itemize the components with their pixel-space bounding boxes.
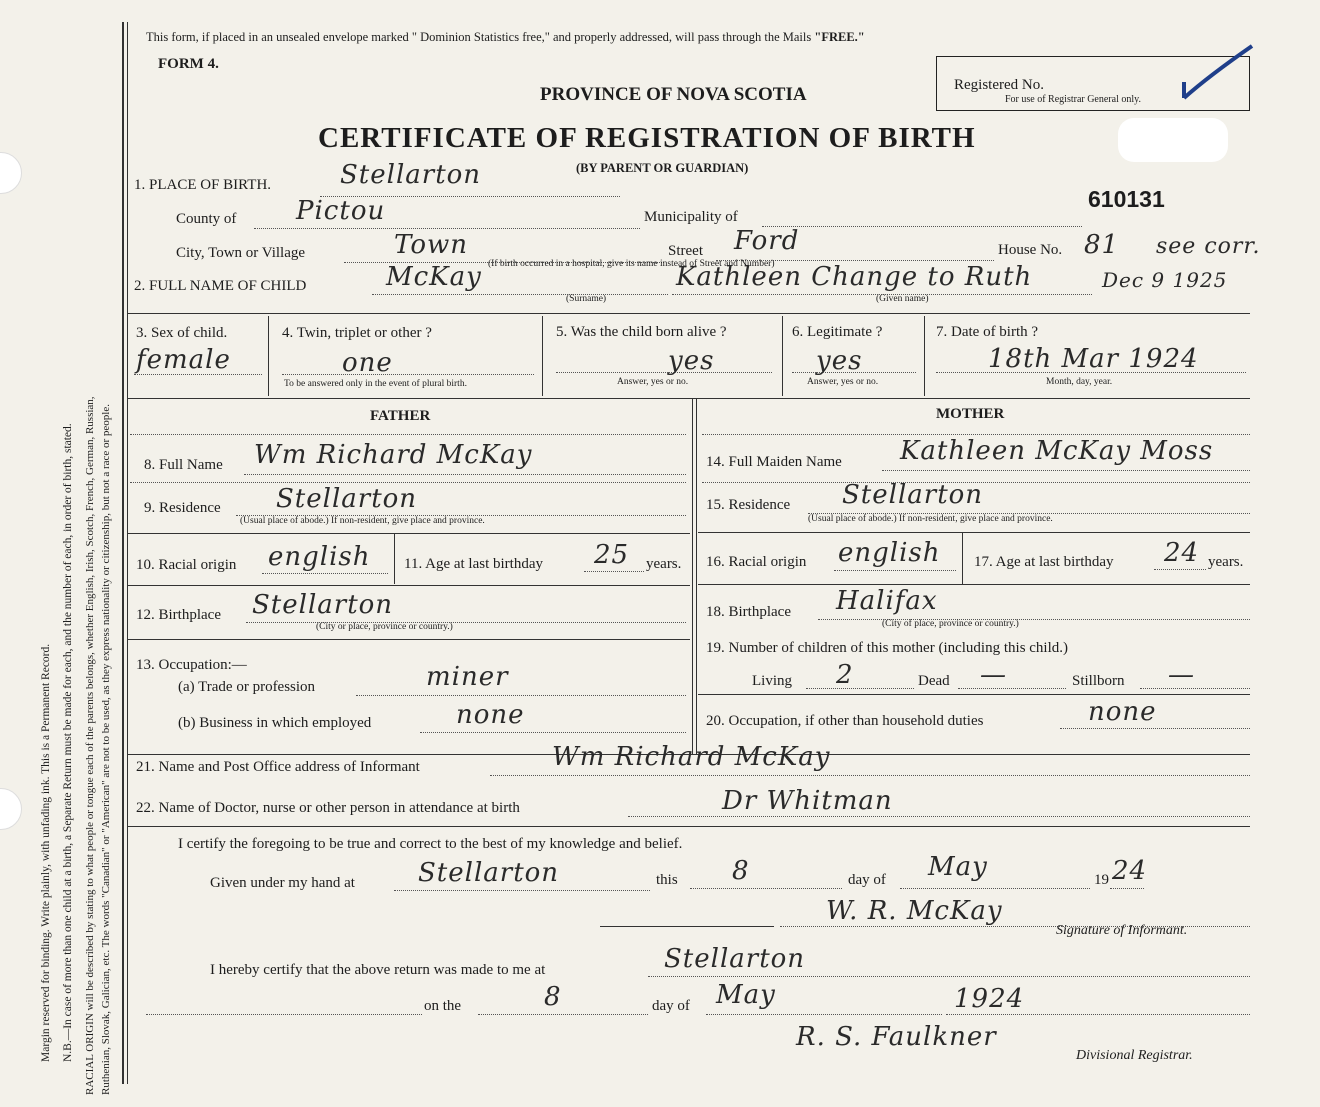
mother-age-label: 17. Age at last birthday: [974, 554, 1114, 570]
mother-occupation-label: 20. Occupation, if other than household duties: [706, 713, 984, 729]
margin-note-2: N.B.—In case of more than one child at a birth, a Separate Return must be made for each, and the number of each, in order of birth, stated.: [62, 423, 74, 1062]
father-birthplace-value: Stellarton: [252, 590, 394, 620]
child-name-label: 2. FULL NAME OF CHILD: [134, 278, 307, 294]
mail-notice-free: "FREE.": [814, 30, 865, 44]
informant-label: 21. Name and Post Office address of Informant: [136, 759, 420, 775]
doctor-label: 22. Name of Doctor, nurse or other person in attendance at birth: [136, 800, 520, 816]
doctor-value: Dr Whitman: [722, 786, 893, 816]
registrar-year-value: 1924: [954, 984, 1025, 1014]
registrar-on-the-label: on the: [424, 998, 462, 1014]
mother-birthplace-label: 18. Birthplace: [706, 604, 791, 620]
mother-living-value: 2: [836, 660, 854, 690]
certify-text: I certify the foregoing to be true and correct to the best of my knowledge and belief.: [178, 836, 683, 852]
father-race-label: 10. Racial origin: [136, 557, 237, 573]
sex-label: 3. Sex of child.: [136, 325, 228, 341]
father-trade-value: miner: [426, 662, 509, 692]
father-name-label: 8. Full Name: [144, 457, 223, 473]
mother-name-label: 14. Full Maiden Name: [706, 454, 842, 470]
white-correction-mark: [1118, 118, 1228, 162]
municipality-label: Municipality of: [644, 209, 738, 225]
certify-year-value: 24: [1112, 856, 1148, 886]
mother-residence-note: (Usual place of abode.) If non-resident, give place and province.: [808, 514, 1053, 524]
given-under-label: Given under my hand at: [210, 875, 355, 891]
legitimate-label: 6. Legitimate ?: [792, 324, 883, 340]
mother-heading: MOTHER: [936, 406, 1005, 422]
this-label: this: [656, 872, 678, 888]
place-of-birth-label: 1. PLACE OF BIRTH.: [134, 177, 272, 193]
father-age-years: years.: [646, 556, 682, 572]
registrar-signature-label: Divisional Registrar.: [1076, 1048, 1193, 1063]
father-residence-note: (Usual place of abode.) If non-resident, give place and province.: [240, 516, 485, 526]
alive-label: 5. Was the child born alive ?: [556, 324, 727, 340]
hospital-note: (If birth occurred in a hospital, give its name instead of Street and Number): [488, 259, 775, 269]
legitimate-note: Answer, yes or no.: [807, 377, 879, 387]
registered-note: For use of Registrar General only.: [1005, 94, 1141, 105]
registrar-place-value: Stellarton: [664, 944, 806, 974]
mother-residence-label: 15. Residence: [706, 497, 791, 513]
mail-notice: [146, 30, 865, 45]
mail-notice-text: This form, if placed in an unsealed envelope marked " Dominion Statistics free," and properly addressed, will pass through the Mails: [146, 30, 812, 44]
father-heading: FATHER: [370, 408, 431, 424]
mother-living-label: Living: [752, 673, 792, 689]
mother-stillborn-value: —: [1168, 660, 1195, 690]
certify-day-value: 8: [732, 856, 750, 886]
legitimate-value: yes: [816, 346, 863, 376]
city-value: Town: [394, 230, 468, 260]
registrar-day-value: 8: [544, 982, 562, 1012]
father-age-value: 25: [594, 540, 630, 570]
twin-note: To be answered only in the event of plural birth.: [284, 379, 467, 389]
certificate-number: 610131: [1088, 186, 1165, 212]
registrar-text: I hereby certify that the above return was made to me at: [210, 962, 546, 978]
certify-year-prefix: 19: [1094, 872, 1109, 888]
twin-value: one: [342, 348, 393, 378]
mother-age-years: years.: [1208, 554, 1244, 570]
punch-hole-top: [0, 152, 22, 194]
alive-value: yes: [668, 346, 715, 376]
informant-signature-label: Signature of Informant.: [1056, 923, 1188, 938]
margin-note-4: Ruthenian, Slovak, Galician, etc. The words "Canadian" or "American" are not to be used, as they express nationality or citizenship, but not a race or people.: [100, 404, 112, 1095]
father-trade-label: (a) Trade or profession: [178, 679, 316, 695]
mother-birthplace-note: (City of place, province or country.): [882, 619, 1019, 629]
child-surname-value: McKay: [386, 262, 482, 292]
street-label: Street: [668, 243, 703, 259]
dob-label: 7. Date of birth ?: [936, 324, 1039, 340]
father-birthplace-note: (City or place, province or country.): [316, 622, 453, 632]
frame-left-rule: [122, 22, 124, 1084]
mother-occupation-value: none: [1088, 697, 1157, 727]
margin-note-3: RACIAL ORIGIN will be described by stating to what people or tongue each of the parents belongs, whether English, Irish, Scotch, French, German, Russian,: [84, 396, 96, 1095]
house-correction: see corr.: [1156, 234, 1261, 259]
mother-race-label: 16. Racial origin: [706, 554, 807, 570]
registered-label: Registered No.: [954, 77, 1044, 93]
surname-caption: (Surname): [566, 294, 607, 304]
father-birthplace-label: 12. Birthplace: [136, 607, 221, 623]
given-place-value: Stellarton: [418, 858, 560, 888]
county-label: County of: [176, 211, 237, 227]
frame-left-inner-rule: [127, 22, 128, 1084]
street-value: Ford: [734, 226, 800, 256]
mother-dead-label: Dead: [918, 673, 950, 689]
father-name-value: Wm Richard McKay: [254, 440, 533, 470]
mother-age-value: 24: [1164, 538, 1200, 568]
given-caption: (Given name): [876, 294, 929, 304]
mother-children-label: 19. Number of children of this mother (including this child.): [706, 640, 1069, 656]
mother-residence-value: Stellarton: [842, 480, 984, 510]
mother-birthplace-value: Halifax: [836, 586, 938, 616]
registrar-day-of-label: day of: [652, 998, 690, 1014]
city-label: City, Town or Village: [176, 245, 306, 261]
father-business-label: (b) Business in which employed: [178, 715, 372, 731]
registrar-month-value: May: [716, 980, 776, 1010]
mother-dead-value: —: [980, 660, 1007, 690]
mother-race-value: english: [838, 538, 941, 568]
child-given-value: Kathleen Change to Ruth: [676, 262, 1033, 292]
county-value: Pictou: [296, 196, 386, 226]
registrar-signature: R. S. Faulkner: [796, 1022, 997, 1052]
certificate-title: CERTIFICATE OF REGISTRATION OF BIRTH: [318, 122, 976, 154]
punch-hole-bottom: [0, 788, 22, 830]
margin-note-1: Margin reserved for binding. Write plainly, with unfading ink. This is a Permanent Record.: [40, 643, 52, 1062]
alive-note: Answer, yes or no.: [617, 377, 689, 387]
certificate-subtitle: (BY PARENT OR GUARDIAN): [576, 161, 749, 175]
blue-tick-mark: [1180, 42, 1260, 102]
dob-note: Month, day, year.: [1046, 377, 1113, 387]
mother-name-value: Kathleen McKay Moss: [900, 436, 1214, 466]
father-residence-label: 9. Residence: [144, 500, 221, 516]
name-correction-date: Dec 9 1925: [1102, 268, 1228, 292]
day-of-label: day of: [848, 872, 886, 888]
informant-value: Wm Richard McKay: [552, 742, 831, 772]
dob-value: 18th Mar 1924: [988, 344, 1199, 374]
province-heading: PROVINCE OF NOVA SCOTIA: [540, 84, 807, 105]
father-business-value: none: [456, 700, 525, 730]
place-of-birth-value: Stellarton: [340, 160, 482, 190]
certify-month-value: May: [928, 852, 988, 882]
informant-signature: W. R. McKay: [826, 896, 1003, 926]
father-occupation-label: 13. Occupation:—: [136, 657, 247, 673]
father-age-label: 11. Age at last birthday: [404, 556, 543, 572]
house-label: House No.: [998, 242, 1063, 258]
sex-value: female: [136, 345, 231, 375]
father-race-value: english: [268, 542, 371, 572]
form-number: FORM 4.: [158, 56, 219, 72]
mother-stillborn-label: Stillborn: [1072, 673, 1125, 689]
house-value: 81: [1084, 230, 1120, 260]
father-residence-value: Stellarton: [276, 484, 418, 514]
twin-label: 4. Twin, triplet or other ?: [282, 325, 432, 341]
